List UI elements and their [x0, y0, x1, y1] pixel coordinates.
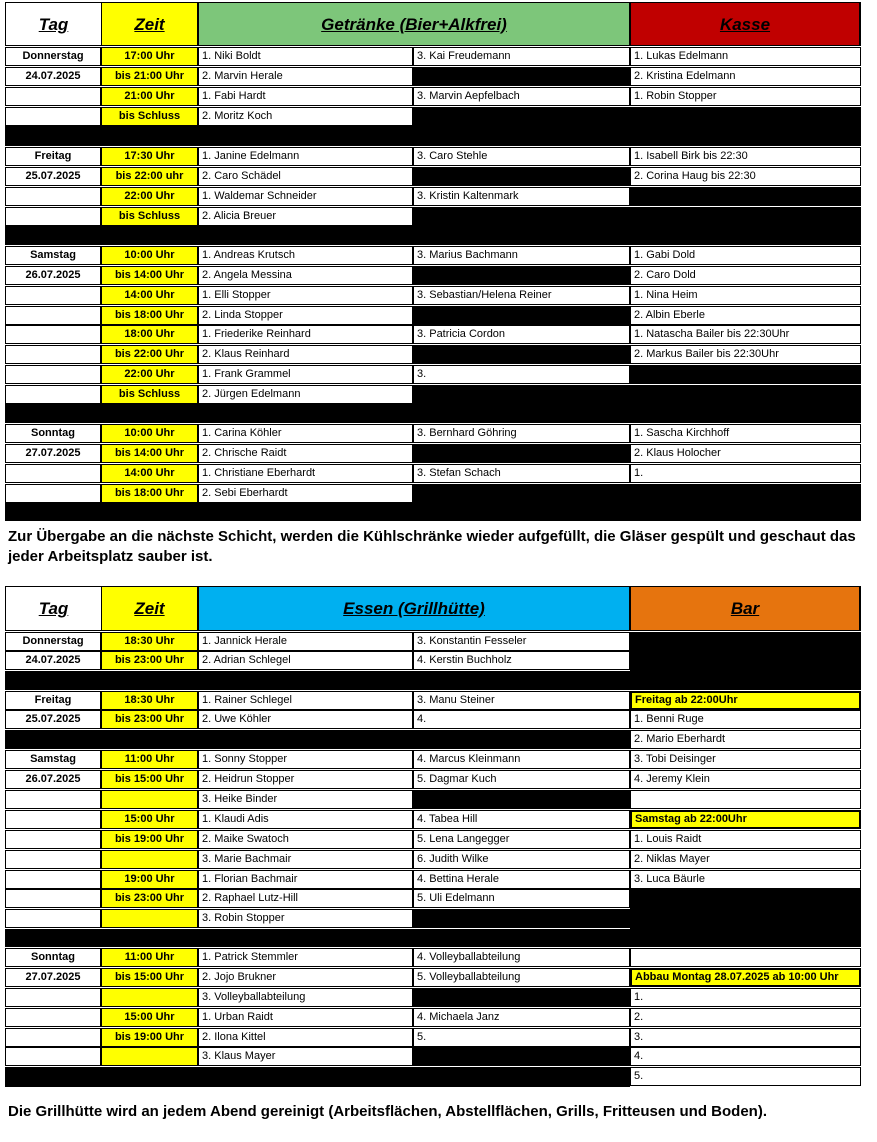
table2-bar-cell: 4. Jeremy Klein	[630, 770, 861, 789]
table1-kasse-cell: 1. Lukas Edelmann	[630, 47, 861, 66]
table2-time-cell	[101, 850, 198, 869]
table1-day-cell: 24.07.2025	[5, 67, 101, 86]
table1-name-cell: 2. Caro Schädel	[198, 167, 413, 186]
table2-bar-heading: Abbau Montag 28.07.2025 ab 10:00 Uhr	[630, 968, 861, 987]
table1-kasse-empty	[630, 484, 861, 503]
table2-name-cell: 1. Jannick Herale	[198, 632, 413, 651]
table2-bar-cell: 2.	[630, 1008, 861, 1027]
table1-empty-cell	[413, 207, 630, 226]
table1-name-cell: 1. Waldemar Schneider	[198, 187, 413, 206]
table1-kasse-empty	[630, 107, 861, 126]
table1-time-cell: 22:00 Uhr	[101, 187, 198, 206]
table1-day-cell	[5, 464, 101, 483]
table2-bottom-band	[5, 1067, 630, 1087]
table2-day-cell	[5, 1047, 101, 1066]
table1-time-cell: bis 21:00 Uhr	[101, 67, 198, 86]
table1-time-cell: bis 22:00 uhr	[101, 167, 198, 186]
table1-name-cell: 1. Niki Boldt	[198, 47, 413, 66]
table2-name-cell: 3. Volleyballabteilung	[198, 988, 413, 1007]
table2-name-cell-2: 3. Manu Steiner	[413, 691, 630, 710]
table2-time-cell: 15:00 Uhr	[101, 810, 198, 829]
table1-name-cell: 1. Elli Stopper	[198, 286, 413, 305]
table2-empty-cell	[413, 909, 630, 928]
table1-time-cell: 14:00 Uhr	[101, 464, 198, 483]
table2-day-cell	[5, 988, 101, 1007]
table1-name-cell: 1. Janine Edelmann	[198, 147, 413, 166]
table1-separator	[5, 126, 861, 146]
table1-time-cell: 10:00 Uhr	[101, 246, 198, 265]
table2-name-cell: 1. Klaudi Adis	[198, 810, 413, 829]
table2-header-tag: Tag	[6, 587, 101, 630]
table1-kasse-cell: 2. Corina Haug bis 22:30	[630, 167, 861, 186]
table1-name-cell: 1. Frank Grammel	[198, 365, 413, 384]
table2-name-cell-2: 5. Lena Langegger	[413, 830, 630, 849]
table1-name-cell: 2. Chrische Raidt	[198, 444, 413, 463]
table2-name-cell-2: 4. Kerstin Buchholz	[413, 651, 630, 670]
table2-bar-cell: 3.	[630, 1028, 861, 1047]
table2-empty-cell	[413, 1047, 630, 1066]
table2-name-cell: 2. Uwe Köhler	[198, 710, 413, 729]
table1-kasse-cell: 1. Robin Stopper	[630, 87, 861, 106]
table1-day-cell	[5, 207, 101, 226]
grill-cleaning-note: Die Grillhütte wird an jedem Abend gereinigt (Arbeitsflächen, Abstellflächen, Grills, Fritteusen und Boden).	[8, 1103, 767, 1120]
table1-kasse-cell: 2. Klaus Holocher	[630, 444, 861, 463]
table2-name-cell-2: 5.	[413, 1028, 630, 1047]
table1-day-cell	[5, 345, 101, 364]
table2-time-cell: 18:30 Uhr	[101, 632, 198, 651]
table2-time-cell	[101, 790, 198, 809]
table2-bar-cell: 2. Niklas Mayer	[630, 850, 861, 869]
table1-kasse-empty	[630, 385, 861, 404]
table1-empty-cell	[413, 306, 630, 325]
table2-bar-cell: 1. Benni Ruge	[630, 710, 861, 729]
handover-note: Zur Übergabe an die nächste Schicht, werden die Kühlschränke wieder aufgefüllt, die Gläser gespült und geschaut das jeder Arbeitsplatz sauber ist.	[8, 528, 856, 565]
table2-separator	[5, 671, 630, 690]
table2-name-cell-2: 4.	[413, 710, 630, 729]
table2-time-cell: bis 23:00 Uhr	[101, 651, 198, 670]
table2-time-cell: bis 23:00 Uhr	[101, 710, 198, 729]
table2-bar-cell	[630, 790, 861, 809]
table1-kasse-cell: 1.	[630, 464, 861, 483]
table1-time-cell: bis Schluss	[101, 385, 198, 404]
table2-name-cell-2: 6. Judith Wilke	[413, 850, 630, 869]
table1-kasse-cell: 1. Sascha Kirchhoff	[630, 424, 861, 443]
table2-time-cell: 11:00 Uhr	[101, 750, 198, 769]
table1-day-cell: 25.07.2025	[5, 167, 101, 186]
table2-day-cell: Sonntag	[5, 948, 101, 967]
table1-kasse-cell: 1. Natascha Bailer bis 22:30Uhr	[630, 325, 861, 344]
table2-day-cell	[5, 1008, 101, 1027]
table1-name-cell: 2. Linda Stopper	[198, 306, 413, 325]
table2-name-cell: 2. Maike Swatoch	[198, 830, 413, 849]
table2-name-cell: 2. Raphael Lutz-Hill	[198, 889, 413, 908]
table2-time-cell: bis 19:00 Uhr	[101, 1028, 198, 1047]
table2-name-cell: 1. Florian Bachmair	[198, 870, 413, 889]
table1-empty-cell	[413, 444, 630, 463]
table1-name-cell-2: 3.	[413, 365, 630, 384]
table2-name-cell-2: 4. Michaela Janz	[413, 1008, 630, 1027]
table1-header-kasse: Kasse	[631, 3, 859, 45]
table1-name-cell-2: 3. Marius Bachmann	[413, 246, 630, 265]
table1-header-zeit: Zeit	[102, 3, 197, 45]
table2-time-cell: bis 23:00 Uhr	[101, 889, 198, 908]
table2-empty-cell	[413, 790, 630, 809]
table1-day-cell	[5, 306, 101, 325]
table1-empty-cell	[413, 385, 630, 404]
table1-name-cell-2: 3. Stefan Schach	[413, 464, 630, 483]
table2-name-cell-2: 5. Dagmar Kuch	[413, 770, 630, 789]
table1-time-cell: bis Schluss	[101, 207, 198, 226]
table2-time-cell: 15:00 Uhr	[101, 1008, 198, 1027]
table2-name-cell: 1. Urban Raidt	[198, 1008, 413, 1027]
table2-time-cell	[101, 1047, 198, 1066]
table1-day-cell	[5, 365, 101, 384]
table1-kasse-cell: 1. Gabi Dold	[630, 246, 861, 265]
table2-time-cell: 11:00 Uhr	[101, 948, 198, 967]
table2-time-cell: bis 15:00 Uhr	[101, 968, 198, 987]
table1-name-cell-2: 3. Patricia Cordon	[413, 325, 630, 344]
table2-time-cell: 19:00 Uhr	[101, 870, 198, 889]
table1-name-cell-2: 3. Sebastian/Helena Reiner	[413, 286, 630, 305]
table1-day-cell	[5, 325, 101, 344]
table1-kasse-cell: 2. Albin Eberle	[630, 306, 861, 325]
table1-header-tag: Tag	[6, 3, 101, 45]
table1-day-cell	[5, 87, 101, 106]
table2-day-cell: Donnerstag	[5, 632, 101, 651]
table2-bar-heading: Samstag ab 22:00Uhr	[630, 810, 861, 829]
table1-kasse-empty	[630, 207, 861, 226]
table1-name-cell-2: 3. Caro Stehle	[413, 147, 630, 166]
table1-name-cell: 1. Andreas Krutsch	[198, 246, 413, 265]
table2-day-cell	[5, 850, 101, 869]
table2-bar-cell: 3. Tobi Deisinger	[630, 750, 861, 769]
table1-separator	[5, 226, 861, 245]
table2-bar-cell: 1. Louis Raidt	[630, 830, 861, 849]
table2-separator	[5, 730, 630, 749]
table1-time-cell: bis Schluss	[101, 107, 198, 126]
table1-name-cell: 1. Christiane Eberhardt	[198, 464, 413, 483]
table2-time-cell: bis 15:00 Uhr	[101, 770, 198, 789]
table2-day-cell	[5, 790, 101, 809]
table1-kasse-cell: 1. Isabell Birk bis 22:30	[630, 147, 861, 166]
table2-day-cell: 24.07.2025	[5, 651, 101, 670]
table1-day-cell	[5, 187, 101, 206]
table2-day-cell: 27.07.2025	[5, 968, 101, 987]
table2-day-cell	[5, 909, 101, 928]
table1-time-cell: bis 14:00 Uhr	[101, 266, 198, 285]
table2-time-cell: bis 19:00 Uhr	[101, 830, 198, 849]
table2-day-cell: Samstag	[5, 750, 101, 769]
table1-name-cell: 2. Angela Messina	[198, 266, 413, 285]
table1-day-cell: Freitag	[5, 147, 101, 166]
table2-name-cell-2: 4. Volleyballabteilung	[413, 948, 630, 967]
table2-name-cell-2: 4. Tabea Hill	[413, 810, 630, 829]
table1-day-cell: Donnerstag	[5, 47, 101, 66]
table2-name-cell-2: 4. Marcus Kleinmann	[413, 750, 630, 769]
table1-day-cell: Sonntag	[5, 424, 101, 443]
table1-time-cell: bis 18:00 Uhr	[101, 484, 198, 503]
table2-name-cell: 2. Heidrun Stopper	[198, 770, 413, 789]
table1-name-cell: 2. Moritz Koch	[198, 107, 413, 126]
table1-name-cell-2: 3. Marvin Aepfelbach	[413, 87, 630, 106]
table2-name-cell-2: 4. Bettina Herale	[413, 870, 630, 889]
table1-separator	[5, 503, 861, 521]
table2-bar-cell: 2. Mario Eberhardt	[630, 730, 861, 749]
table2-bar-empty	[630, 632, 861, 690]
table1-name-cell: 2. Jürgen Edelmann	[198, 385, 413, 404]
table1-separator	[5, 404, 861, 423]
table1-name-cell-2: 3. Bernhard Göhring	[413, 424, 630, 443]
table2-empty-cell	[413, 988, 630, 1007]
table2-name-cell: 3. Marie Bachmair	[198, 850, 413, 869]
table1-empty-cell	[413, 266, 630, 285]
table2-name-cell: 1. Rainer Schlegel	[198, 691, 413, 710]
table2-name-cell-2: 5. Uli Edelmann	[413, 889, 630, 908]
table1-name-cell-2: 3. Kristin Kaltenmark	[413, 187, 630, 206]
table2-time-cell: 18:30 Uhr	[101, 691, 198, 710]
table2-header-essen: Essen (Grillhütte)	[199, 587, 629, 630]
table1-empty-cell	[413, 67, 630, 86]
table1-kasse-cell: 2. Caro Dold	[630, 266, 861, 285]
table2-day-cell	[5, 810, 101, 829]
table1-empty-cell	[413, 107, 630, 126]
table1-time-cell: 21:00 Uhr	[101, 87, 198, 106]
table2-time-cell	[101, 909, 198, 928]
table1-header-getraenke: Getränke (Bier+Alkfrei)	[199, 3, 629, 45]
table2-day-cell: 26.07.2025	[5, 770, 101, 789]
table1-name-cell: 1. Carina Köhler	[198, 424, 413, 443]
table2-name-cell: 1. Patrick Stemmler	[198, 948, 413, 967]
table2-bar-cell: 5.	[630, 1067, 861, 1086]
table2-name-cell: 1. Sonny Stopper	[198, 750, 413, 769]
table1-empty-cell	[413, 345, 630, 364]
table2-bar-heading: Freitag ab 22:00Uhr	[630, 691, 861, 710]
table2-name-cell: 2. Jojo Brukner	[198, 968, 413, 987]
table1-kasse-cell: 2. Markus Bailer bis 22:30Uhr	[630, 345, 861, 364]
table2-day-cell	[5, 889, 101, 908]
table1-time-cell: 10:00 Uhr	[101, 424, 198, 443]
table1-name-cell: 2. Alicia Breuer	[198, 207, 413, 226]
table1-kasse-empty	[630, 365, 861, 384]
table1-day-cell	[5, 385, 101, 404]
table2-header-zeit: Zeit	[102, 587, 197, 630]
table2-bar-empty	[630, 889, 861, 947]
table2-name-cell: 2. Adrian Schlegel	[198, 651, 413, 670]
table2-bar-cell: 1.	[630, 988, 861, 1007]
table2-bar-cell: 4.	[630, 1047, 861, 1066]
table1-day-cell: 27.07.2025	[5, 444, 101, 463]
table1-empty-cell	[413, 167, 630, 186]
table2-separator	[5, 929, 630, 947]
table2-header-bar: Bar	[631, 587, 859, 630]
table1-name-cell: 1. Friederike Reinhard	[198, 325, 413, 344]
table1-name-cell: 2. Marvin Herale	[198, 67, 413, 86]
table1-kasse-empty	[630, 187, 861, 206]
table1-time-cell: 17:30 Uhr	[101, 147, 198, 166]
table1-time-cell: 18:00 Uhr	[101, 325, 198, 344]
table1-empty-cell	[413, 484, 630, 503]
table1-time-cell: bis 18:00 Uhr	[101, 306, 198, 325]
table1-name-cell: 2. Sebi Eberhardt	[198, 484, 413, 503]
table2-day-cell	[5, 830, 101, 849]
table1-name-cell-2: 3. Kai Freudemann	[413, 47, 630, 66]
table1-time-cell: bis 14:00 Uhr	[101, 444, 198, 463]
table2-bar-cell: 3. Luca Bäurle	[630, 870, 861, 889]
table2-name-cell: 2. Ilona Kittel	[198, 1028, 413, 1047]
table1-day-cell: 26.07.2025	[5, 266, 101, 285]
table1-time-cell: 22:00 Uhr	[101, 365, 198, 384]
table1-time-cell: 17:00 Uhr	[101, 47, 198, 66]
table2-name-cell-2: 5. Volleyballabteilung	[413, 968, 630, 987]
table2-bar-cell	[630, 948, 861, 967]
table1-day-cell	[5, 484, 101, 503]
table1-time-cell: 14:00 Uhr	[101, 286, 198, 305]
table1-day-cell	[5, 107, 101, 126]
table1-name-cell: 2. Klaus Reinhard	[198, 345, 413, 364]
table2-day-cell	[5, 870, 101, 889]
table2-name-cell: 3. Klaus Mayer	[198, 1047, 413, 1066]
table2-day-cell	[5, 1028, 101, 1047]
table2-day-cell: 25.07.2025	[5, 710, 101, 729]
table2-time-cell	[101, 988, 198, 1007]
table1-name-cell: 1. Fabi Hardt	[198, 87, 413, 106]
table1-day-cell: Samstag	[5, 246, 101, 265]
table2-name-cell-2: 3. Konstantin Fesseler	[413, 632, 630, 651]
table1-time-cell: bis 22:00 Uhr	[101, 345, 198, 364]
table1-kasse-cell: 2. Kristina Edelmann	[630, 67, 861, 86]
table1-kasse-cell: 1. Nina Heim	[630, 286, 861, 305]
table2-name-cell: 3. Robin Stopper	[198, 909, 413, 928]
table2-day-cell: Freitag	[5, 691, 101, 710]
table2-name-cell: 3. Heike Binder	[198, 790, 413, 809]
table1-day-cell	[5, 286, 101, 305]
